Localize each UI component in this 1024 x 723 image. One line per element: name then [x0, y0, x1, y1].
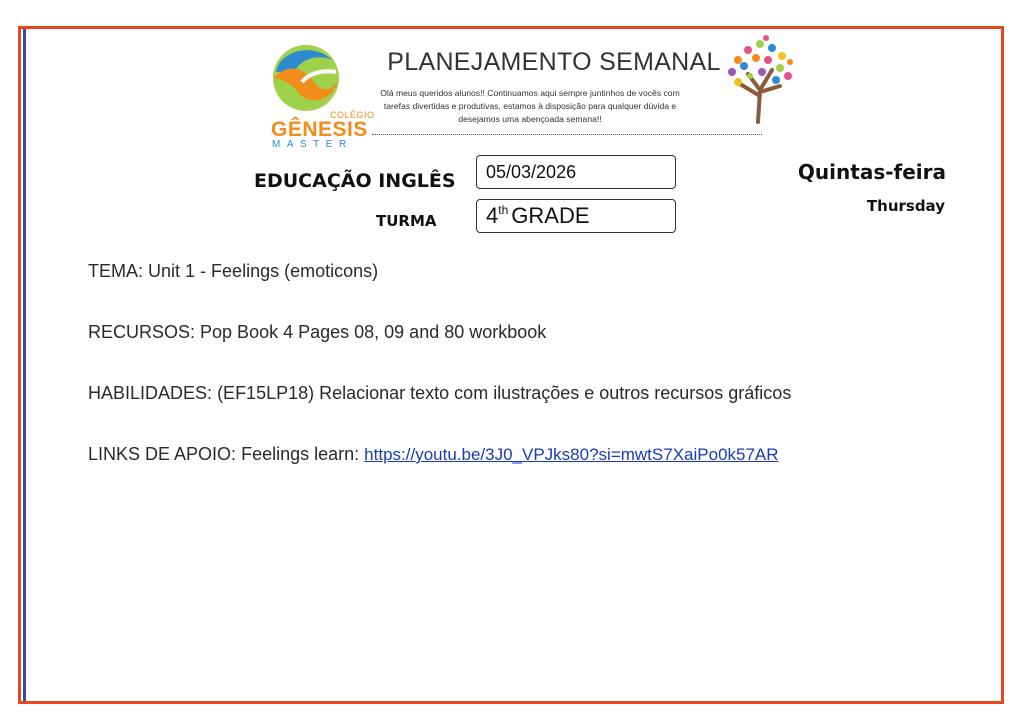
logo-colegio-text: COLÉGIO — [330, 110, 375, 120]
turma-label: TURMA — [376, 212, 437, 230]
subject-label: EDUCAÇÃO INGLÊS — [254, 170, 456, 192]
habilidades-value: (EF15LP18) Relacionar texto com ilustrações e outros recursos gráficos — [217, 383, 792, 403]
grade-suffix: th — [498, 203, 509, 217]
links-label: LINKS DE APOIO: — [88, 444, 237, 464]
tema-value: Unit 1 - Feelings (emoticons) — [148, 261, 379, 281]
video-link[interactable]: https://youtu.be/3J0_VPJks80?si=mwtS7XaiPo0k57AR — [364, 445, 779, 464]
weekday-en: Thursday — [866, 197, 945, 215]
tema-label: TEMA: — [88, 261, 144, 281]
page-frame — [18, 26, 1004, 704]
page-title: PLANEJAMENTO SEMANAL — [387, 48, 721, 76]
weekday-pt: Quintas-feira — [797, 160, 946, 184]
links-line — [88, 444, 779, 465]
tema-line — [88, 261, 378, 282]
grade-field[interactable] — [476, 199, 676, 233]
header-divider — [372, 134, 762, 135]
welcome-message: Olá meus queridos alunos!! Continuamos aqui sempre juntinhos de vocês com tarefas divertidas e produtivas, estamos à disposição para qualquer dúvida e desejamos uma abençoada semana!! — [380, 88, 680, 124]
logo-genesis-text: GÊNESIS — [271, 118, 368, 141]
logo-master-text: MASTER — [272, 139, 353, 150]
habilidades-label: HABILIDADES: — [88, 383, 213, 403]
recursos-label: RECURSOS: — [88, 322, 196, 342]
grade-ordinal: 4 — [486, 203, 499, 228]
tree-illustration — [718, 30, 800, 124]
grade-label: GRADE — [511, 203, 590, 228]
links-text: Feelings learn: — [241, 444, 360, 464]
recursos-value: Pop Book 4 Pages 08, 09 and 80 workbook — [200, 322, 547, 342]
date-field[interactable]: 05/03/2026 — [476, 155, 676, 189]
page-frame-blue-edge — [23, 29, 26, 701]
habilidades-line — [88, 383, 791, 404]
recursos-line — [88, 322, 546, 343]
